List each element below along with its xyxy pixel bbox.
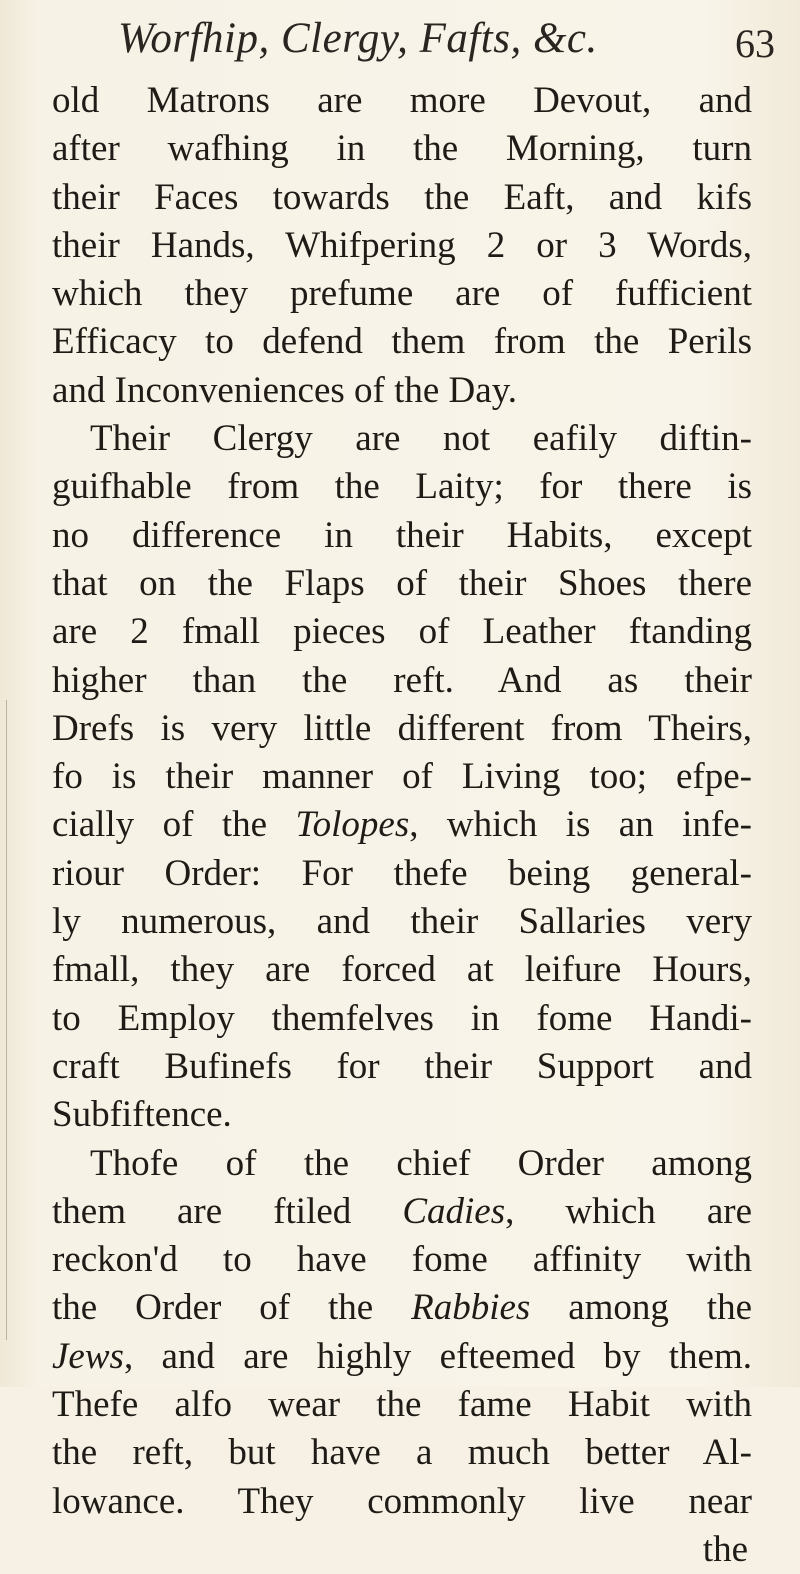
text-line-8: Their Clergy are not eafily diftin- (90, 418, 752, 460)
italic-word-jews: Jews (52, 1335, 124, 1377)
text-line-12: are 2 fmall pieces of Leather ftanding (52, 611, 752, 653)
running-head-title: Worfhip, Clergy, Fafts, &c. (118, 15, 598, 62)
text-line-28: Thefe alfo wear the fame Habit with (52, 1384, 752, 1426)
text-line-24: them are ftiled Cadies, which are (52, 1190, 753, 1232)
text-line-26: the Order of the Rabbies among the (52, 1287, 753, 1329)
page-number: 63 (735, 21, 775, 66)
running-head (0, 6, 800, 76)
italic-word-cadies: Cadies (402, 1190, 506, 1232)
text-line-11: that on the Flaps of their Shoes there (52, 562, 752, 604)
text-line-29: the reft, but have a much better Al- (52, 1432, 752, 1474)
text-line-23: Thofe of the chief Order among (90, 1142, 752, 1184)
text-line-6: Efficacy to defend them from the Perils (52, 321, 752, 363)
text-line-14: Drefs is very little different from Theirs, (52, 707, 752, 749)
text-line-17: riour Order: For thefe being general- (52, 852, 752, 894)
text-line-30: lowance. They commonly live near (52, 1480, 752, 1522)
text-line-21: craft Bufinefs for their Support and (52, 1045, 752, 1087)
text-line-4: their Hands, Whifpering 2 or 3 Words, (52, 224, 752, 266)
text-line-13: higher than the reft. And as their (52, 659, 752, 701)
text-line-9: guifhable from the Laity; for there is (52, 466, 752, 508)
text-line-19: fmall, they are forced at leifure Hours, (52, 949, 752, 991)
text-line-7: and Inconveniences of the Day. (52, 369, 518, 411)
text-line-22: Subfiftence. (52, 1094, 232, 1136)
text-line-18: ly numerous, and their Sallaries very (52, 901, 752, 943)
catchword: the (702, 1528, 748, 1570)
italic-word-rabbies: Rabbies (411, 1287, 531, 1329)
text-line-27: Jews, and are highly efteemed by them. (52, 1335, 752, 1377)
text-line-5: which they prefume are of fufficient (52, 273, 752, 315)
italic-word-tolopes: Tolopes (295, 804, 410, 846)
text-line-10: no difference in their Habits, except (52, 514, 752, 556)
text-line-2: after wafhing in the Morning, turn (52, 128, 752, 170)
page-edge-line (6, 700, 7, 1340)
text-line-1: old Matrons are more Devout, and (52, 80, 752, 121)
text-line-16: cially of the Tolopes, which is an infe- (52, 804, 752, 846)
body-text (52, 77, 752, 1574)
text-line-20: to Employ themfelves in fome Handi- (52, 997, 752, 1039)
text-line-25: reckon'd to have fome affinity with (52, 1239, 752, 1281)
text-line-15: fo is their manner of Living too; efpe- (52, 756, 752, 798)
text-line-3: their Faces towards the Eaft, and kifs (52, 176, 752, 218)
